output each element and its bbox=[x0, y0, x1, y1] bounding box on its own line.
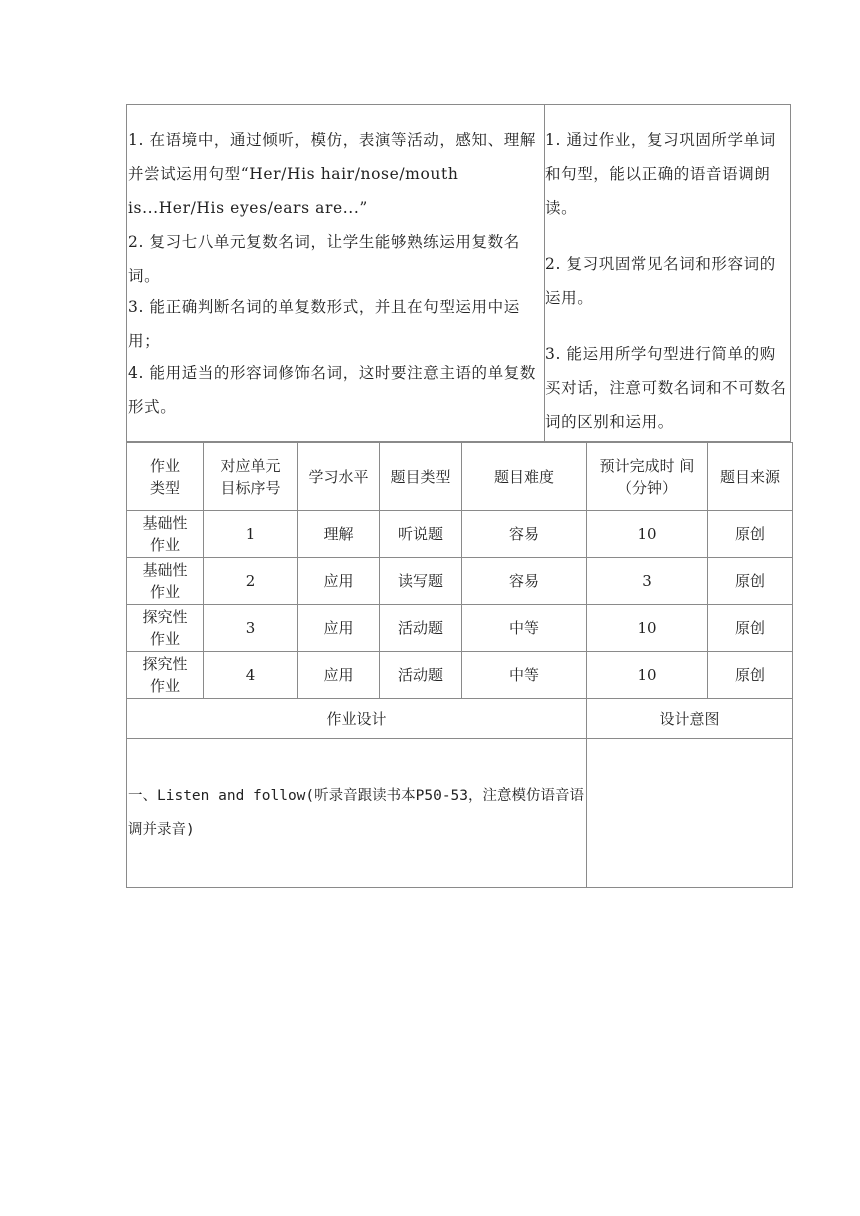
cell-type: 探究性作业 bbox=[127, 652, 204, 699]
hw-objective-1: 1. 通过作业，复习巩固所学单词和句型，能以正确的语音语调朗读。 bbox=[545, 131, 776, 217]
cell-question-type: 活动题 bbox=[380, 605, 462, 652]
header-source: 题目来源 bbox=[708, 443, 793, 511]
objective-4: 4. 能用适当的形容词修饰名词，这时要注意主语的单复数形式。 bbox=[128, 364, 536, 416]
header-level: 学习水平 bbox=[298, 443, 380, 511]
cell-time: 10 bbox=[587, 652, 708, 699]
table-row bbox=[127, 605, 793, 652]
design-header-row bbox=[127, 699, 793, 739]
design-header: 作业设计 bbox=[127, 699, 587, 739]
hw-objective-2: 2. 复习巩固常见名词和形容词的运用。 bbox=[545, 255, 776, 307]
header-difficulty: 题目难度 bbox=[462, 443, 587, 511]
cell-type: 基础性作业 bbox=[127, 511, 204, 558]
header-question-type: 题目类型 bbox=[380, 443, 462, 511]
intent-header: 设计意图 bbox=[587, 699, 793, 739]
cell-question-type: 听说题 bbox=[380, 511, 462, 558]
cell-difficulty: 容易 bbox=[462, 511, 587, 558]
objectives-block bbox=[126, 104, 791, 442]
design-body-row bbox=[127, 739, 793, 888]
cell-question-type: 读写题 bbox=[380, 558, 462, 605]
homework-objectives bbox=[544, 105, 790, 441]
cell-objective-no: 4 bbox=[204, 652, 298, 699]
cell-time: 10 bbox=[587, 511, 708, 558]
cell-objective-no: 2 bbox=[204, 558, 298, 605]
header-objective-no: 对应单元目标序号 bbox=[204, 443, 298, 511]
homework-table bbox=[126, 442, 793, 888]
cell-time: 10 bbox=[587, 605, 708, 652]
cell-source: 原创 bbox=[708, 605, 793, 652]
unit-objectives bbox=[127, 105, 544, 441]
design-content: 一、Listen and follow(听录音跟读书本P50-53，注意模仿语音语调并录音) bbox=[127, 739, 587, 888]
objective-1: 1. 在语境中，通过倾听，模仿，表演等活动，感知、理解并尝试运用句型“Her/His hair/nose/mouth is...Her/His eyes/ears are...” bbox=[128, 131, 536, 217]
objective-3: 3. 能正确判断名词的单复数形式，并且在句型运用中运用； bbox=[128, 298, 520, 350]
table-row bbox=[127, 511, 793, 558]
cell-difficulty: 中等 bbox=[462, 605, 587, 652]
cell-source: 原创 bbox=[708, 558, 793, 605]
cell-difficulty: 中等 bbox=[462, 652, 587, 699]
cell-source: 原创 bbox=[708, 511, 793, 558]
cell-type: 探究性作业 bbox=[127, 605, 204, 652]
cell-objective-no: 3 bbox=[204, 605, 298, 652]
cell-question-type: 活动题 bbox=[380, 652, 462, 699]
cell-level: 应用 bbox=[298, 652, 380, 699]
table-row bbox=[127, 652, 793, 699]
hw-objective-3: 3. 能运用所学句型进行简单的购买对话，注意可数名词和不可数名词的区别和运用。 bbox=[545, 345, 787, 431]
header-time: 预计完成时 间（分钟） bbox=[587, 443, 708, 511]
cell-level: 应用 bbox=[298, 605, 380, 652]
table-header-row bbox=[127, 443, 793, 511]
cell-time: 3 bbox=[587, 558, 708, 605]
cell-type: 基础性作业 bbox=[127, 558, 204, 605]
cell-source: 原创 bbox=[708, 652, 793, 699]
intent-content bbox=[587, 739, 793, 888]
header-type: 作业类型 bbox=[127, 443, 204, 511]
cell-level: 理解 bbox=[298, 511, 380, 558]
cell-level: 应用 bbox=[298, 558, 380, 605]
table-row bbox=[127, 558, 793, 605]
cell-objective-no: 1 bbox=[204, 511, 298, 558]
cell-difficulty: 容易 bbox=[462, 558, 587, 605]
objective-2: 2. 复习七八单元复数名词，让学生能够熟练运用复数名词。 bbox=[128, 233, 520, 285]
